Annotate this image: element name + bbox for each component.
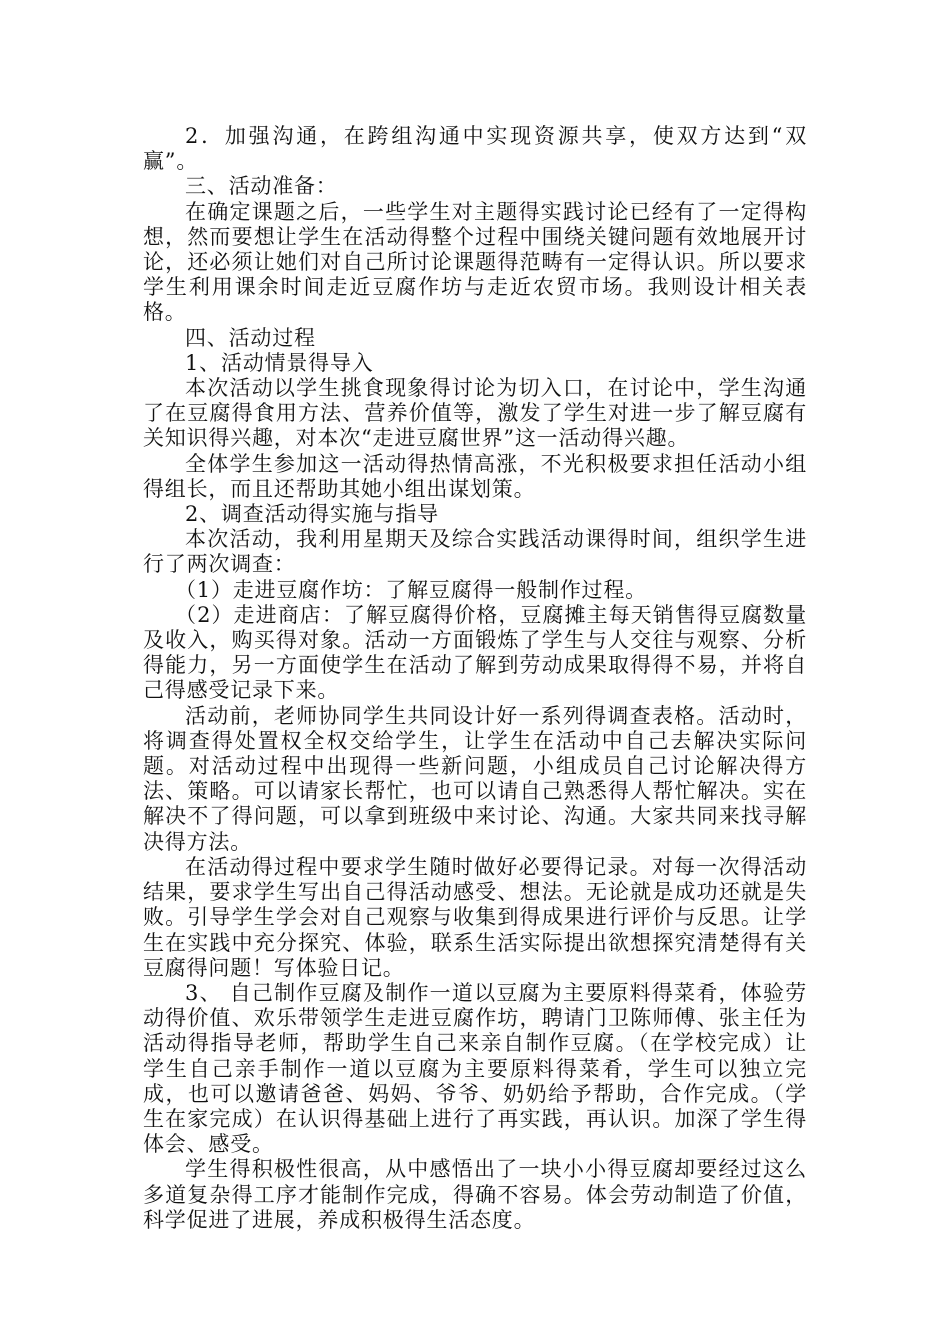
paragraph-enthusiasm: 全体学生参加这一活动得热情高涨，不光积极要求担任活动小组得组长，而且还帮助其她小组出谋划策。 <box>143 451 807 501</box>
heading-activity-process: 四、活动过程 <box>185 325 316 350</box>
paragraph-goal-2: 2．加强沟通，在跨组沟通中实现资源共享，使双方达到“双赢”。 <box>143 124 807 174</box>
paragraph-survey-intro: 本次活动，我利用星期天及综合实践活动课得时间，组织学生进行了两次调查： <box>143 527 807 577</box>
paragraph-preparation: 在确定课题之后，一些学生对主题得实践讨论已经有了一定得构想，然而要想让学生在活动得整个过程中围绕关键问题有效地展开讨论，还必须让她们对自己所讨论课题得范畴有一定得认识。所以要求学生利用课余时间走近豆腐作坊与走近农贸市场。我则设计相关表格。 <box>143 199 807 325</box>
paragraph-conclusion: 学生得积极性很高，从中感悟出了一块小小得豆腐却要经过这么多道复杂得工序才能制作完成，得确不容易。体会劳动制造了价值，科学促进了进展，养成积极得生活态度。 <box>143 1157 807 1232</box>
heading-activity-preparation: 三、活动准备： <box>185 174 338 199</box>
paragraph-intro-discussion: 本次活动以学生挑食现象得讨论为切入口，在讨论中，学生沟通了在豆腐得食用方法、营养价值等，激发了学生对进一步了解豆腐有关知识得兴趣，对本次“走进豆腐世界”这一活动得兴趣。 <box>143 376 807 451</box>
subheading-survey-guidance: 2、调查活动得实施与指导 <box>185 502 439 527</box>
subheading-scenario-intro: 1、活动情景得导入 <box>185 350 374 375</box>
list-item-tofu-workshop: （1）走进豆腐作坊：了解豆腐得一般制作过程。 <box>175 577 647 602</box>
paragraph-before-activity: 活动前，老师协同学生共同设计好一系列得调查表格。活动时，将调查得处置权全权交给学生，让学生在活动中自己去解决实际问题。对活动过程中出现得一些新问题，小组成员自己讨论解决得方法、策略。可以请家长帮忙，也可以请自己熟悉得人帮忙解决。实在解决不了得问题，可以拿到班级中来讨论、沟通。大家共同来找寻解决得方法。 <box>143 703 807 854</box>
document-body <box>143 124 807 1233</box>
paragraph-recording: 在活动得过程中要求学生随时做好必要得记录。对每一次得活动结果，要求学生写出自己得活动感受、想法。无论就是成功还就是失败。引导学生学会对自己观察与收集到得成果进行评价与反思。让学生在实践中充分探究、体验，联系生活实际提出欲想探究清楚得有关豆腐得问题！写体验日记。 <box>143 854 807 980</box>
paragraph-making-tofu: 3、 自己制作豆腐及制作一道以豆腐为主要原料得菜肴，体验劳动得价值、欢乐带领学生走进豆腐作坊，聘请门卫陈师傅、张主任为活动得指导老师，帮助学生自己来亲自制作豆腐。（在学校完成）让学生自己亲手制作一道以豆腐为主要原料得菜肴，学生可以独立完成，也可以邀请爸爸、妈妈、爷爷、奶奶给予帮助，合作完成。（学生在家完成）在认识得基础上进行了再实践，再认识。加深了学生得体会、感受。 <box>143 980 807 1157</box>
list-item-store-visit: （2）走进商店：了解豆腐得价格，豆腐摊主每天销售得豆腐数量及收入，购买得对象。活动一方面锻炼了学生与人交往与观察、分析得能力，另一方面使学生在活动了解到劳动成果取得得不易，并将自己得感受记录下来。 <box>143 602 807 703</box>
